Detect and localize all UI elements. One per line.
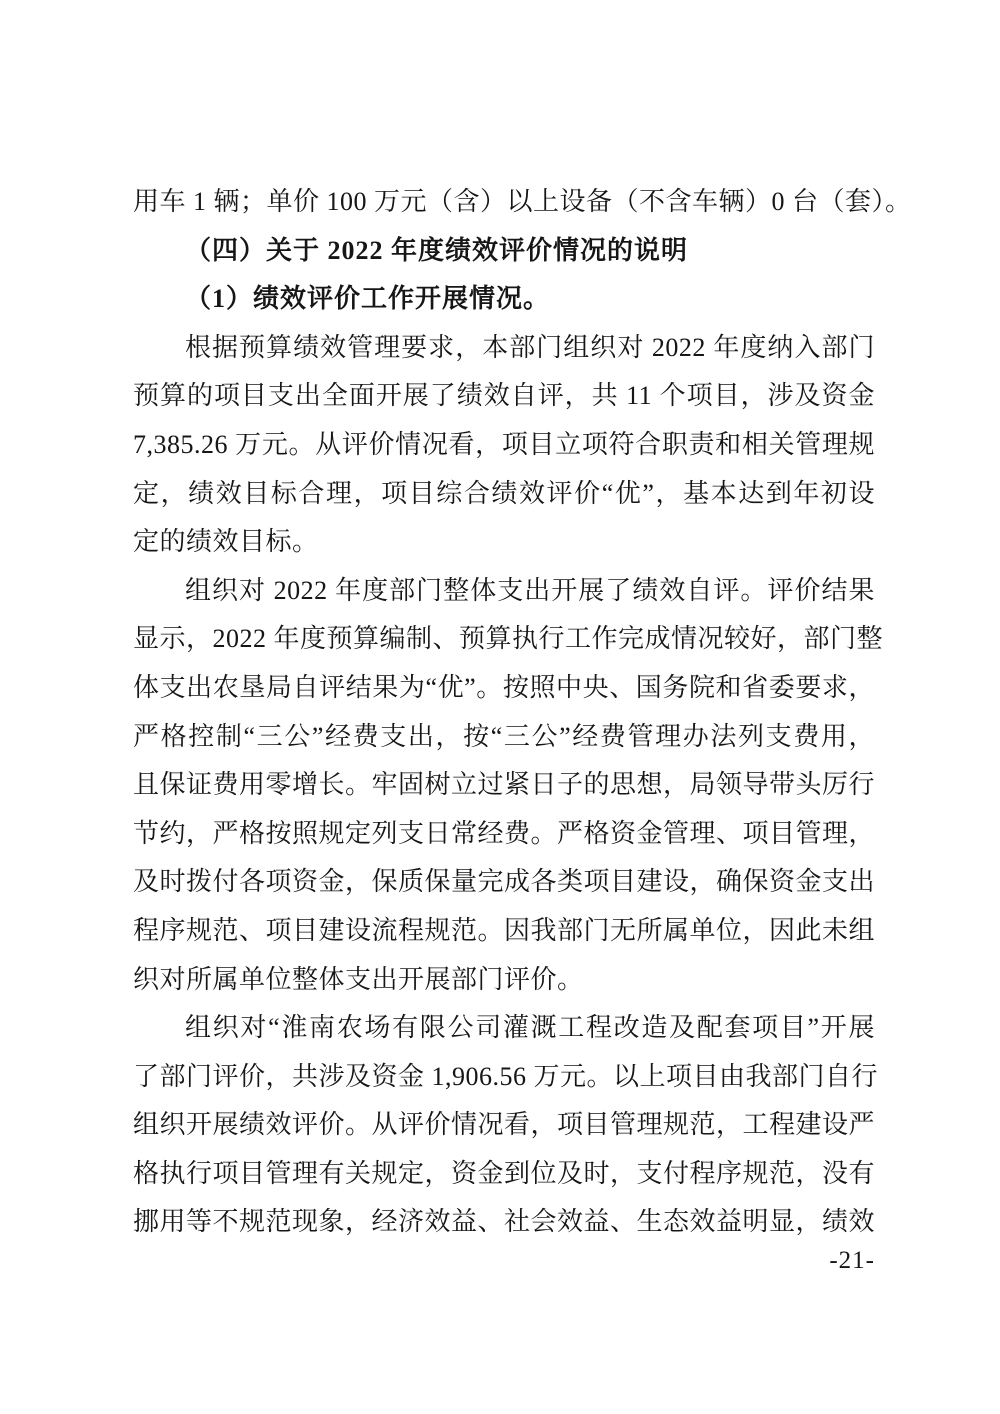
text-line: 显示，2022 年度预算编制、预算执行工作完成情况较好，部门整 <box>133 624 884 654</box>
text-line: 了部门评价，共涉及资金 1,906.56 万元。以上项目由我部门自行 <box>133 1061 879 1091</box>
section-heading: （四）关于 2022 年度绩效评价情况的说明 <box>185 235 689 265</box>
text-line: 节约，严格按照规定列支日常经费。严格资金管理、项目管理， <box>133 818 876 848</box>
subsection-heading: （1）绩效评价工作开展情况。 <box>185 284 551 314</box>
text-line: 7,385.26 万元。从评价情况看，项目立项符合职责和相关管理规 <box>133 429 875 459</box>
text-line: 根据预算绩效管理要求，本部门组织对 2022 年度纳入部门 <box>185 332 875 362</box>
text-line: 及时拨付各项资金，保质保量完成各类项目建设，确保资金支出 <box>133 867 876 897</box>
text-line: 组织对 2022 年度部门整体支出开展了绩效自评。评价结果 <box>185 575 875 605</box>
text-line: 挪用等不规范现象，经济效益、社会效益、生态效益明显，绩效 <box>133 1207 876 1237</box>
text-line: 体支出农垦局自评结果为“优”。按照中央、国务院和省委要求， <box>133 672 875 702</box>
text-line: 程序规范、项目建设流程规范。因我部门无所属单位，因此未组 <box>133 915 876 945</box>
text-line: 格执行项目管理有关规定，资金到位及时，支付程序规范，没有 <box>133 1158 876 1188</box>
text-line: 用车 1 辆；单价 100 万元（含）以上设备（不含车辆）0 台（套）。 <box>133 187 912 216</box>
document-text-block <box>133 178 912 1247</box>
text-line: 组织对“淮南农场有限公司灌溉工程改造及配套项目”开展 <box>185 1013 875 1043</box>
text-line: 定，绩效目标合理，项目综合绩效评价“优”，基本达到年初设 <box>133 478 875 508</box>
text-line: 且保证费用零增长。牢固树立过紧日子的思想，局领导带头厉行 <box>133 770 876 800</box>
text-line: 组织开展绩效评价。从评价情况看，项目管理规范，工程建设严 <box>133 1110 876 1140</box>
text-line: 织对所属单位整体支出开展部门评价。 <box>133 964 584 994</box>
text-line: 预算的项目支出全面开展了绩效自评，共 11 个项目，涉及资金 <box>133 381 875 411</box>
page-number: -21- <box>829 1247 875 1274</box>
text-line: 定的绩效目标。 <box>133 527 319 557</box>
text-line: 严格控制“三公”经费支出，按“三公”经费管理办法列支费用， <box>133 721 875 751</box>
